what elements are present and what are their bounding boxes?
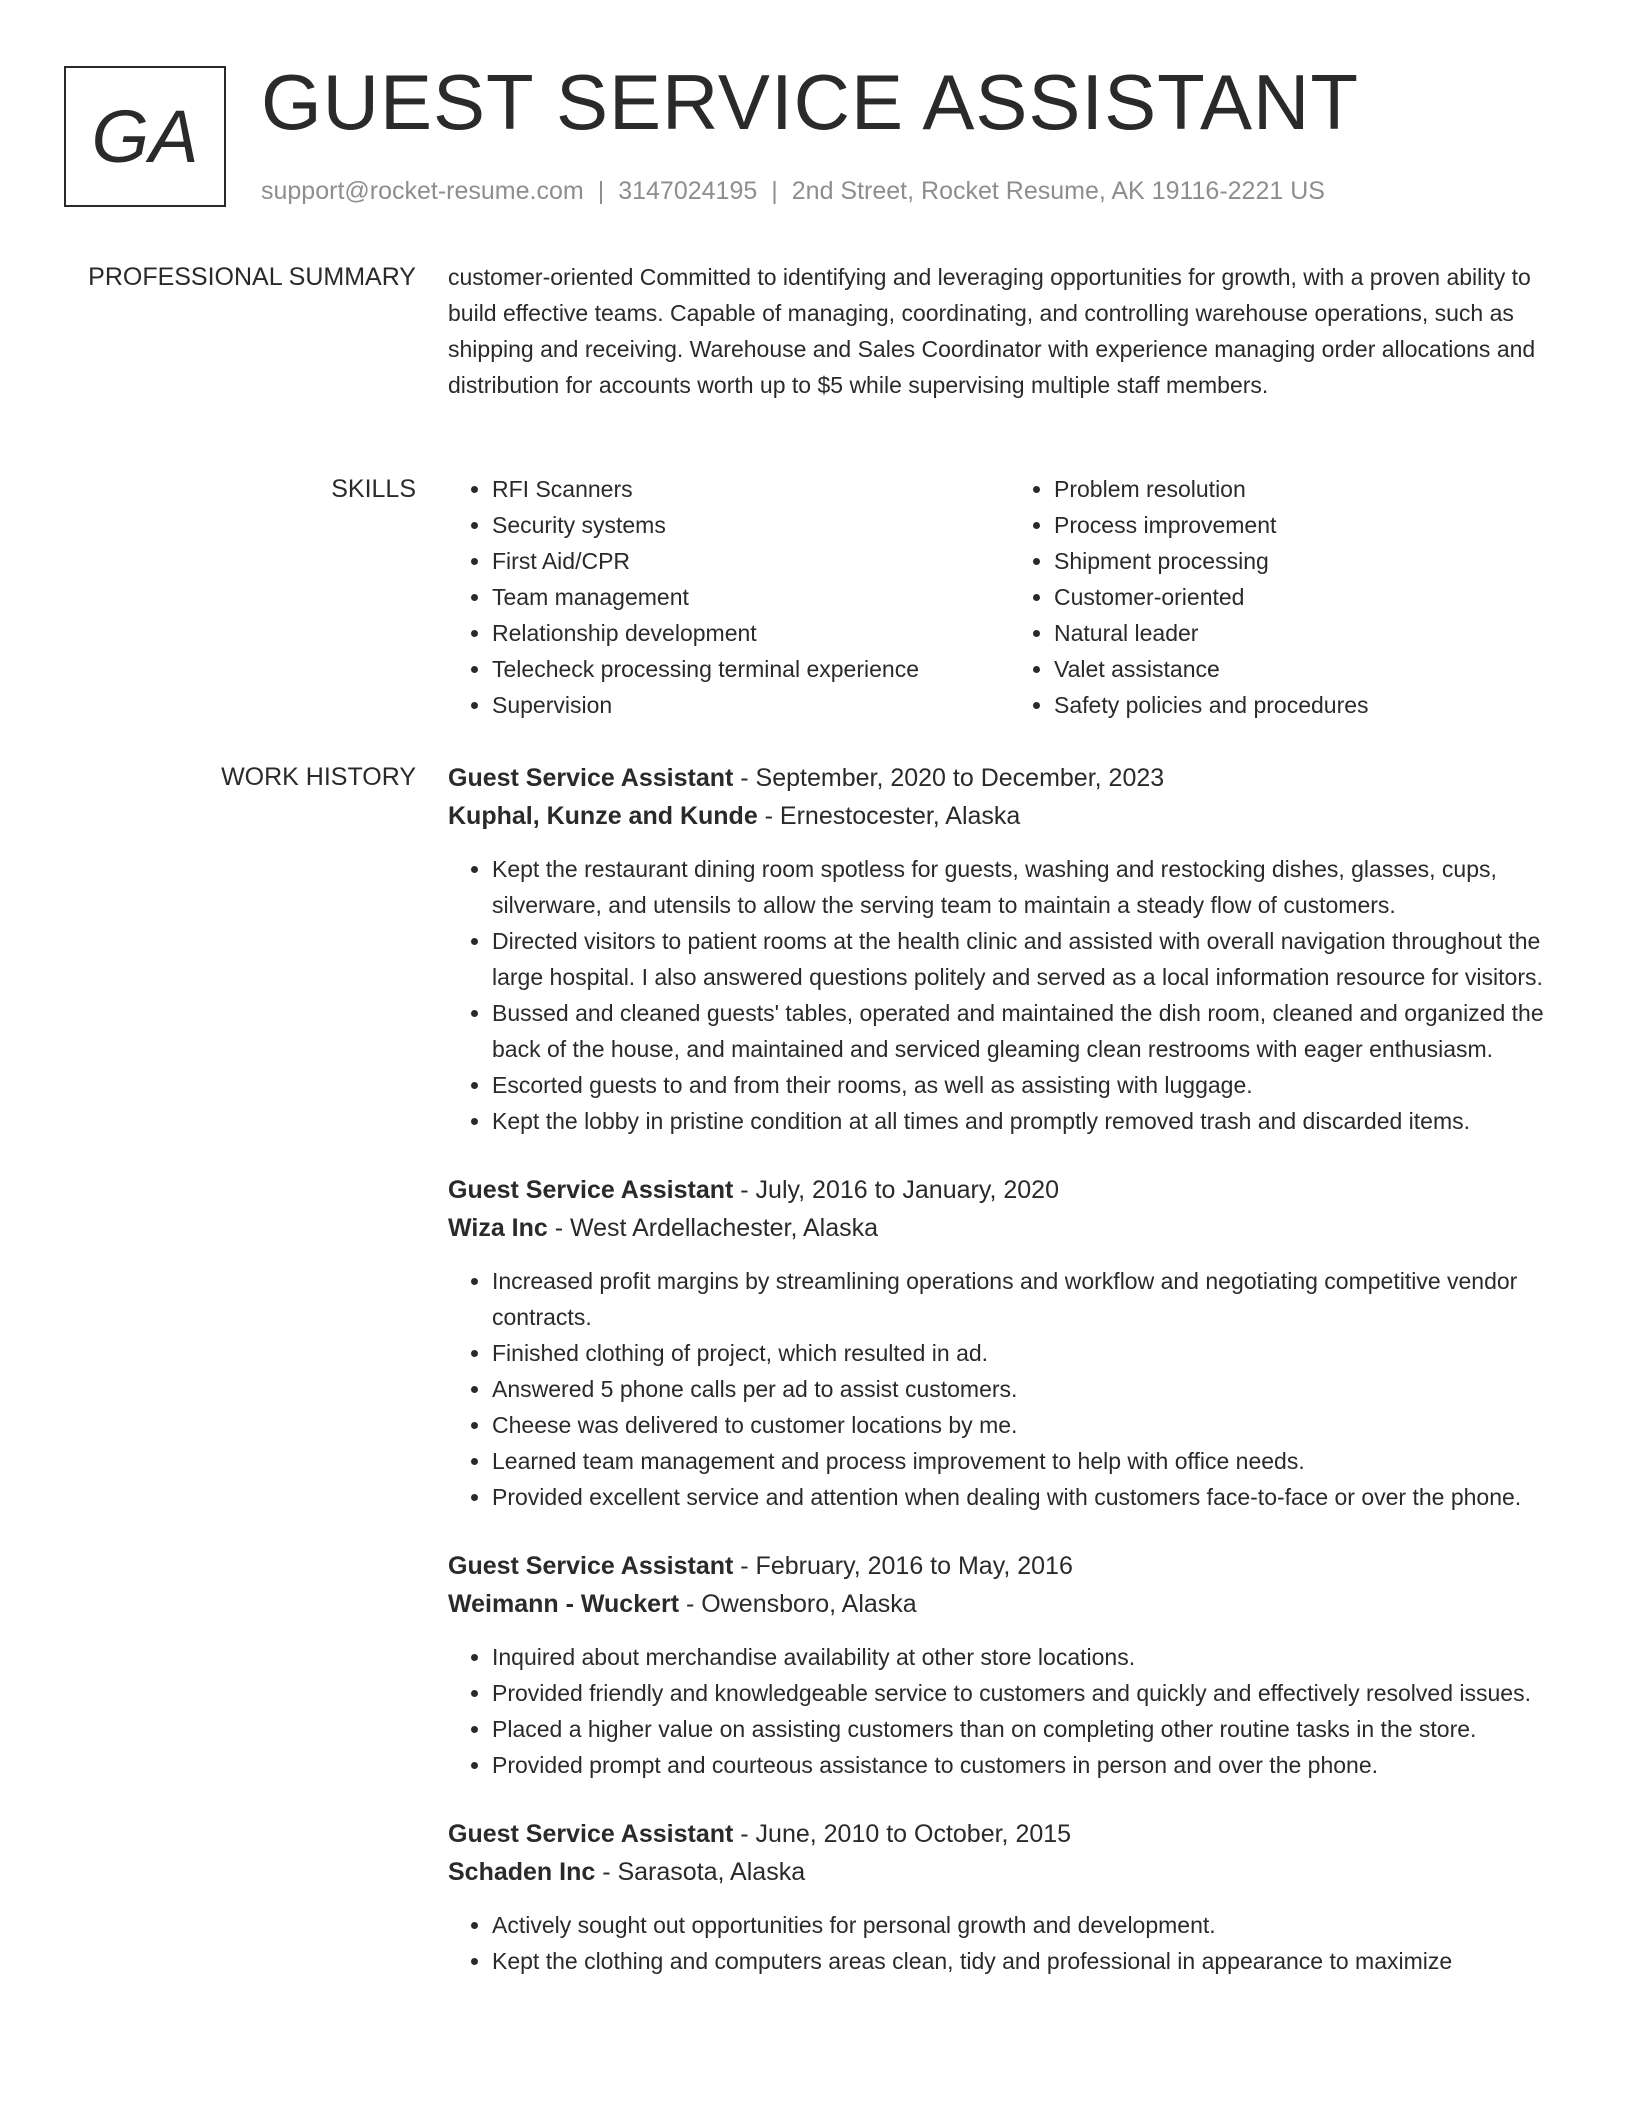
job-bullet: • Escorted guests to and from their rooms, as well as assisting with luggage.	[492, 1067, 1572, 1103]
job-dates: - September, 2020 to December, 2023	[733, 764, 1165, 792]
job-title-line	[448, 1815, 1572, 1853]
job-company-line	[448, 1209, 1572, 1247]
job-title-line	[448, 1547, 1572, 1585]
job-bullet: • Increased profit margins by streamlining operations and workflow and negotiating competitive vendor contracts.	[492, 1263, 1572, 1335]
job-company-line	[448, 1853, 1572, 1891]
skill-item: • Team management	[492, 579, 1010, 615]
skills-list-left	[448, 471, 1010, 723]
skill-item: • Valet assistance	[1054, 651, 1572, 687]
job-title-line	[448, 1171, 1572, 1209]
skill-item: • Problem resolution	[1054, 471, 1572, 507]
job-bullet: • Provided prompt and courteous assistance to customers in person and over the phone.	[492, 1747, 1572, 1783]
job-location: - Sarasota, Alaska	[595, 1858, 806, 1886]
job-bullet: • Answered 5 phone calls per ad to assist customers.	[492, 1371, 1572, 1407]
summary-text: customer-oriented Committed to identifying and leveraging opportunities for growth, with a proven ability to build effective teams. Capable of managing, coordinating, and controlling warehouse operations, such as shipping and receiving. Warehouse and Sales Coordinator with experience managing order allocations and distribution for accounts worth up to $5 while supervising multiple staff members.	[448, 264, 1536, 398]
job-bullet: • Provided excellent service and attention when dealing with customers face-to-face or over the phone.	[492, 1479, 1572, 1515]
job-dates: - February, 2016 to May, 2016	[733, 1552, 1073, 1580]
job-bullet: • Kept the clothing and computers areas clean, tidy and professional in appearance to maximize	[492, 1943, 1572, 1979]
job-bullet: • Learned team management and process improvement to help with office needs.	[492, 1443, 1572, 1479]
job-company: Kuphal, Kunze and Kunde	[448, 802, 758, 830]
job-bullets	[448, 851, 1572, 1139]
skill-item: • RFI Scanners	[492, 471, 1010, 507]
contact-line	[261, 174, 1325, 208]
job-title: Guest Service Assistant	[448, 1176, 734, 1204]
job-company: Weimann - Wuckert	[448, 1590, 680, 1618]
job-location: - West Ardellachester, Alaska	[547, 1214, 879, 1242]
job-entry	[448, 1547, 1572, 1783]
skill-item: • Telecheck processing terminal experience	[492, 651, 1010, 687]
job-bullets	[448, 1907, 1572, 1979]
skill-item: • Customer-oriented	[1054, 579, 1572, 615]
job-company: Wiza Inc	[448, 1214, 548, 1242]
work-history-heading: WORK HISTORY	[221, 763, 416, 791]
job-bullets	[448, 1263, 1572, 1515]
job-bullet: • Actively sought out opportunities for personal growth and development.	[492, 1907, 1572, 1943]
contact-address: 2nd Street, Rocket Resume, AK 19116-2221 US	[791, 177, 1325, 205]
skill-item: • First Aid/CPR	[492, 543, 1010, 579]
job-location: - Ernestocester, Alaska	[757, 802, 1021, 830]
skill-item: • Relationship development	[492, 615, 1010, 651]
job-bullet: • Cheese was delivered to customer locations by me.	[492, 1407, 1572, 1443]
skill-item: • Supervision	[492, 687, 1010, 723]
contact-separator: |	[771, 177, 778, 205]
job-bullet: • Inquired about merchandise availability at other store locations.	[492, 1639, 1572, 1675]
skills-list-right	[1010, 471, 1572, 723]
contact-email[interactable]: support@rocket-resume.com	[261, 177, 584, 205]
job-entry	[448, 1171, 1572, 1515]
job-bullet: • Kept the restaurant dining room spotless for guests, washing and restocking dishes, glasses, cups, silverware, and utensils to allow the serving team to maintain a steady flow of customers.	[492, 851, 1572, 923]
job-company-line	[448, 1585, 1572, 1623]
job-title-line	[448, 759, 1572, 797]
job-dates: - June, 2010 to October, 2015	[733, 1820, 1072, 1848]
contact-phone[interactable]: 3147024195	[618, 177, 758, 205]
job-title: Guest Service Assistant	[448, 1552, 734, 1580]
skill-item: • Natural leader	[1054, 615, 1572, 651]
monogram-badge	[64, 66, 226, 207]
job-bullets	[448, 1639, 1572, 1783]
skills-heading: SKILLS	[331, 475, 416, 503]
monogram-initials: GA	[91, 95, 199, 178]
job-entry	[448, 1815, 1572, 1979]
job-company-line	[448, 797, 1572, 835]
skill-item: • Shipment processing	[1054, 543, 1572, 579]
job-dates: - July, 2016 to January, 2020	[733, 1176, 1059, 1204]
skill-item: • Security systems	[492, 507, 1010, 543]
job-company: Schaden Inc	[448, 1858, 596, 1886]
job-bullet: • Bussed and cleaned guests' tables, operated and maintained the dish room, cleaned and organized the back of the house, and maintained and serviced gleaming clean restrooms with eager enthusiasm.	[492, 995, 1572, 1067]
job-bullet: • Provided friendly and knowledgeable service to customers and quickly and effectively resolved issues.	[492, 1675, 1572, 1711]
job-bullet: • Finished clothing of project, which resulted in ad.	[492, 1335, 1572, 1371]
skill-item: • Safety policies and procedures	[1054, 687, 1572, 723]
job-location: - Owensboro, Alaska	[679, 1590, 917, 1618]
job-entry	[448, 759, 1572, 1139]
job-bullet: • Directed visitors to patient rooms at the health clinic and assisted with overall navigation throughout the large hospital. I also answered questions politely and served as a local information resource for visitors.	[492, 923, 1572, 995]
contact-separator: |	[597, 177, 605, 205]
job-bullet: • Placed a higher value on assisting customers than on completing other routine tasks in the store.	[492, 1711, 1572, 1747]
summary-heading: PROFESSIONAL SUMMARY	[88, 263, 416, 291]
resume-title: GUEST SERVICE ASSISTANT	[261, 58, 1359, 146]
job-title: Guest Service Assistant	[448, 764, 734, 792]
job-bullet: • Kept the lobby in pristine condition at all times and promptly removed trash and discarded items.	[492, 1103, 1572, 1139]
job-title: Guest Service Assistant	[448, 1820, 734, 1848]
skill-item: • Process improvement	[1054, 507, 1572, 543]
